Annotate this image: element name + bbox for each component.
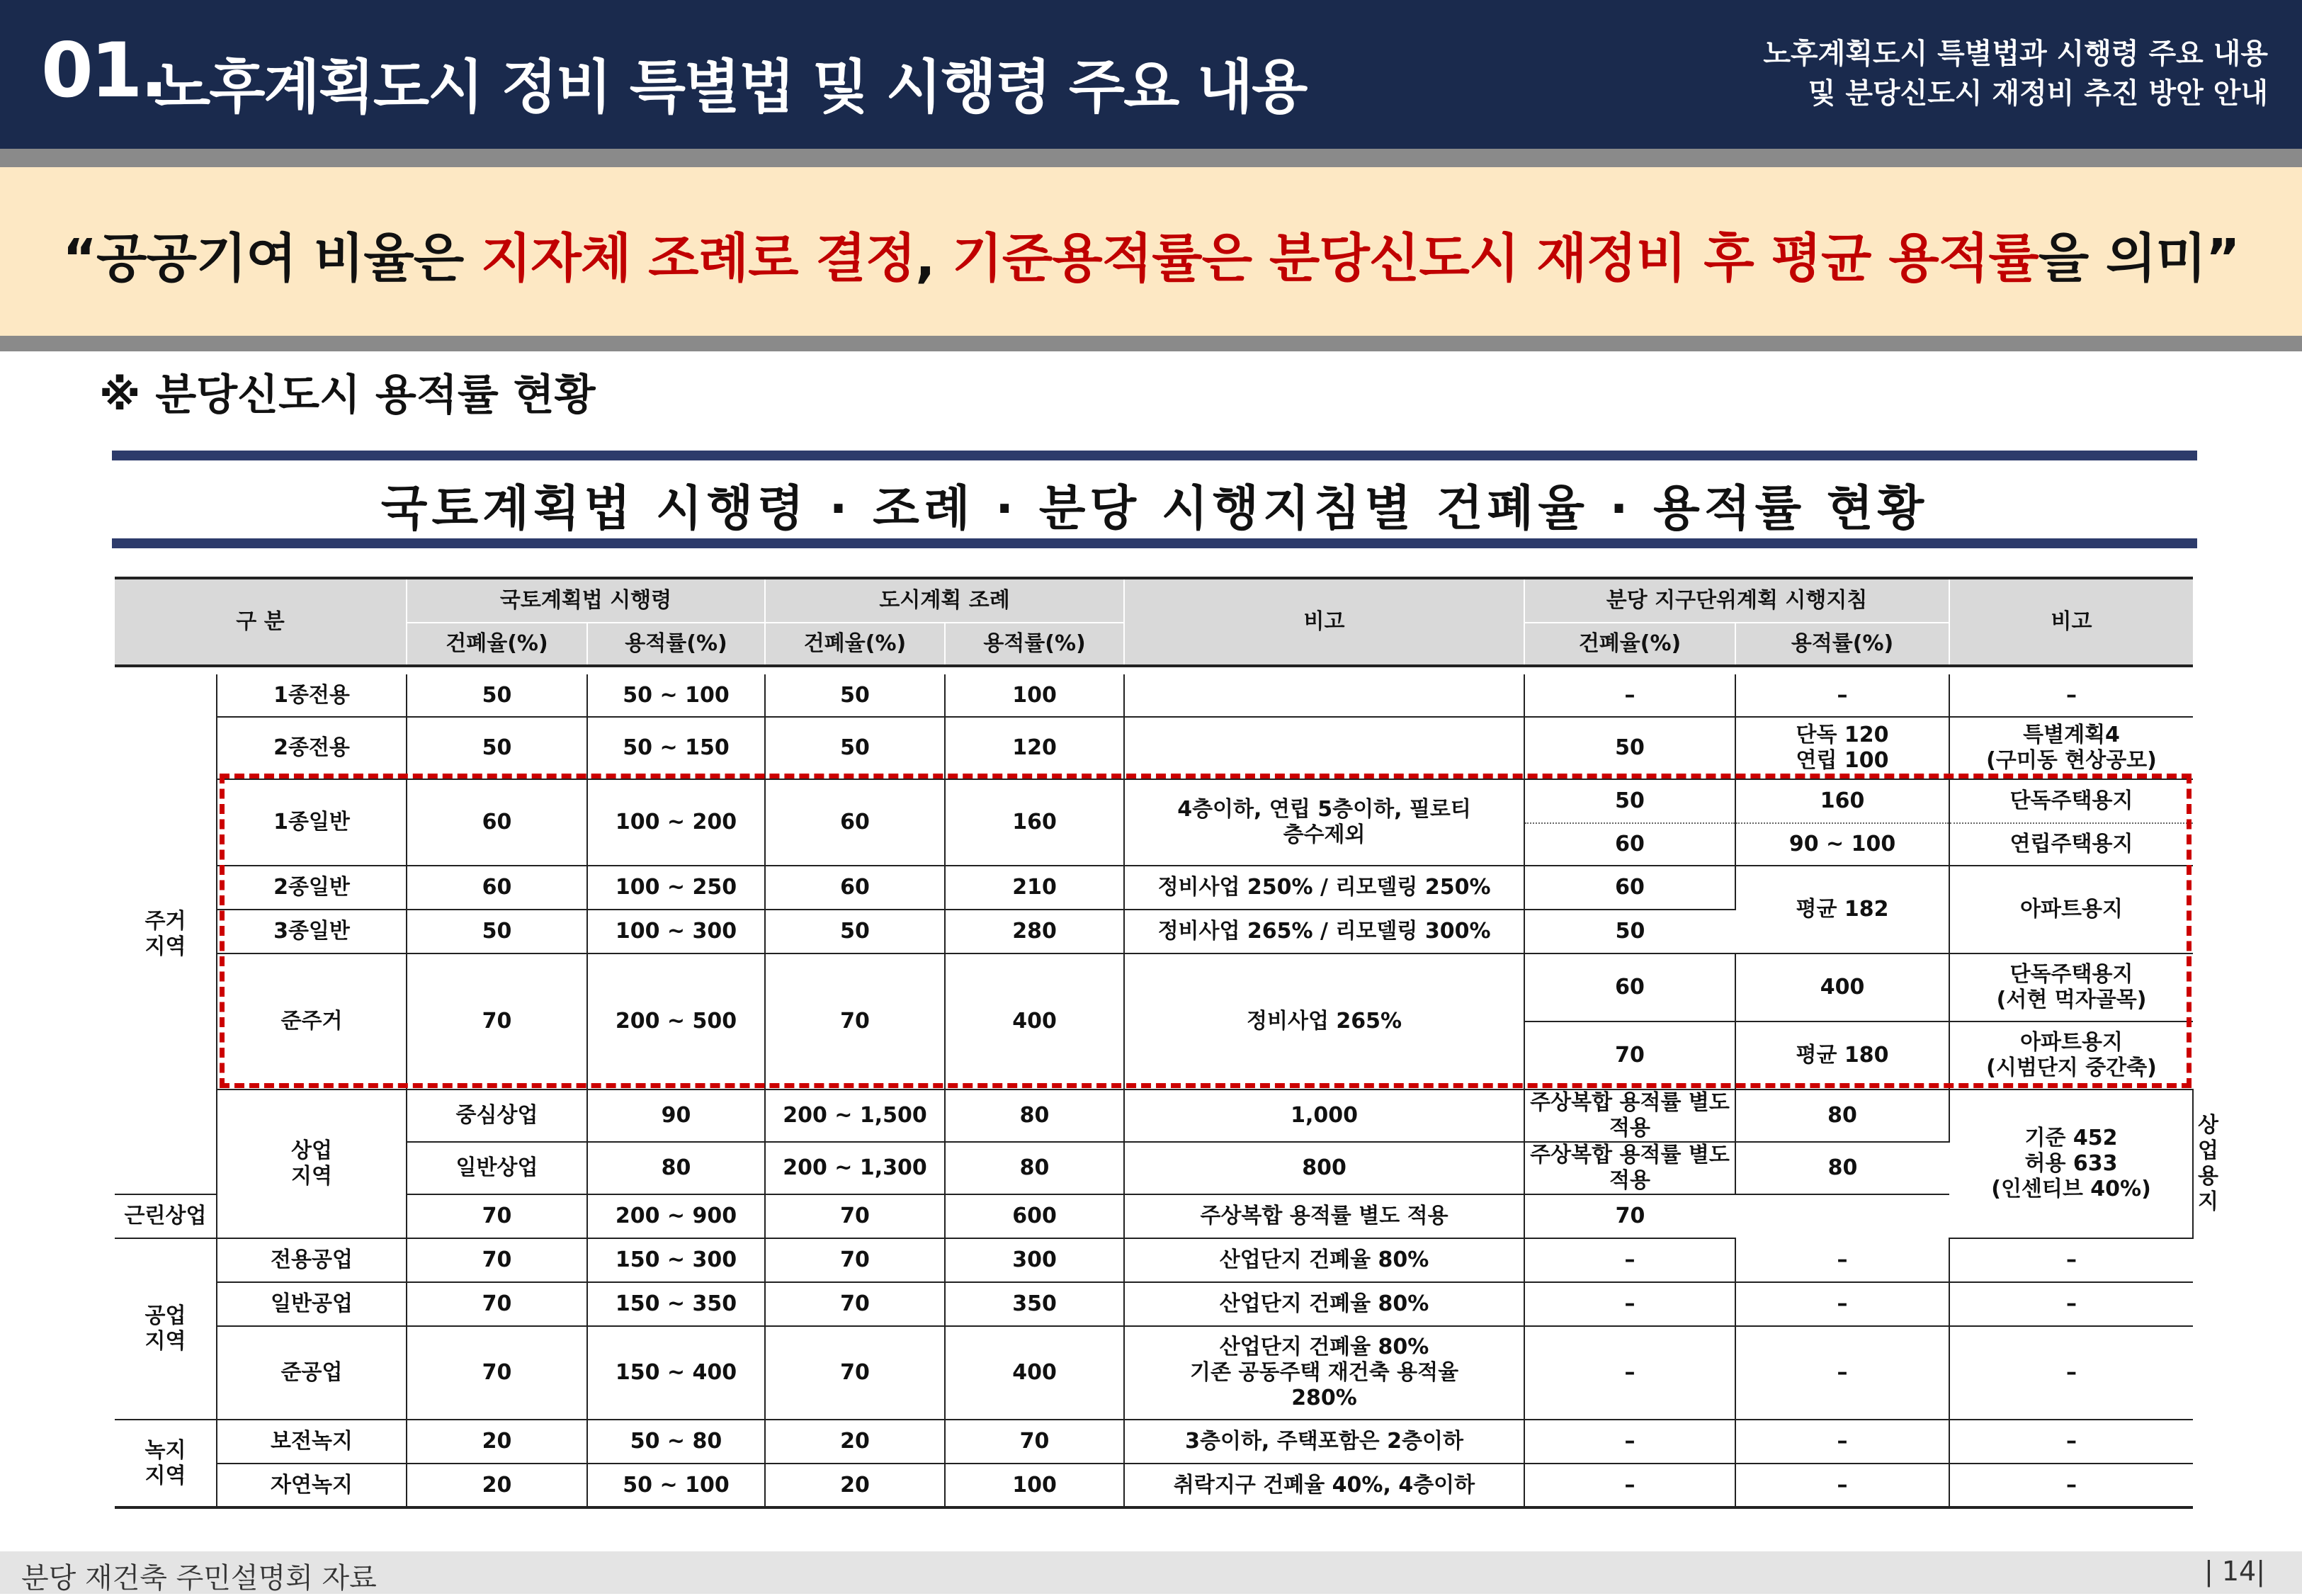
header-gubun: 구 분 — [115, 578, 407, 666]
cell: 산업단지 건폐율 80% 기존 공동주택 재건축 용적율 280% — [1124, 1326, 1524, 1420]
cell: 취락지구 건폐율 40%, 4층이하 — [1124, 1464, 1524, 1507]
header-stripe — [0, 149, 2302, 167]
cell: 20 — [407, 1420, 587, 1464]
cell: 근린상업 — [115, 1194, 217, 1238]
cell: 중심상업 — [407, 1090, 587, 1142]
cell: – — [1949, 1420, 2193, 1464]
cell: 정비사업 265% / 리모델링 300% — [1124, 910, 1524, 953]
table-row — [115, 1420, 2193, 1464]
cell: 4층이하, 연립 5층이하, 필로티 층수제외 — [1124, 779, 1524, 866]
cell: 주상복합 용적률 별도 적용 — [1524, 1142, 1735, 1194]
cell: – — [1735, 1420, 1949, 1464]
cell: – — [1524, 674, 1735, 717]
cell: 80 — [945, 1142, 1124, 1194]
group-green: 녹지 지역 — [115, 1420, 217, 1507]
cell: 150 ~ 300 — [587, 1238, 765, 1282]
cell: 70 — [765, 1238, 945, 1282]
quote-mid: , — [915, 228, 953, 289]
footer-text: 분당 재건축 주민설명회 자료 — [21, 1562, 377, 1595]
cell: 70 — [945, 1420, 1124, 1464]
cell: 50 — [765, 910, 945, 953]
cell: 단독 120 연립 100 — [1735, 717, 1949, 779]
cell: 3종일반 — [217, 910, 407, 953]
cell: 200 ~ 900 — [587, 1194, 765, 1238]
cell: 350 — [945, 1282, 1124, 1326]
cell: 아파트용지 — [1949, 866, 2193, 953]
cell — [1124, 674, 1524, 717]
group-industrial: 공업 지역 — [115, 1238, 217, 1420]
cell: 160 — [1735, 779, 1949, 823]
cell: 100 ~ 300 — [587, 910, 765, 953]
cell: 50 ~ 80 — [587, 1420, 765, 1464]
cell: 자연녹지 — [217, 1464, 407, 1507]
table-title-rule-bottom — [112, 538, 2197, 548]
table-header — [115, 578, 2193, 666]
cell: 평균 180 — [1735, 1021, 1949, 1090]
cell: – — [1524, 1282, 1735, 1326]
cell: – — [1735, 1282, 1949, 1326]
cell: 20 — [765, 1464, 945, 1507]
cell: 50 — [1524, 779, 1735, 823]
cell: 70 — [407, 1326, 587, 1420]
cell: 주상복합 용적률 별도 적용 — [1124, 1194, 1524, 1238]
quote-open: “공공기여 비율은 — [62, 228, 481, 289]
cell: 50 — [407, 717, 587, 779]
cell: 50 — [765, 674, 945, 717]
cell: 80 — [945, 1090, 1124, 1142]
cell: 150 ~ 350 — [587, 1282, 765, 1326]
header-ord-far: 용적률(%) — [945, 623, 1124, 666]
cell: 800 — [1124, 1142, 1524, 1194]
cell: 준공업 — [217, 1326, 407, 1420]
cell: 일반공업 — [217, 1282, 407, 1326]
cell: 20 — [407, 1464, 587, 1507]
header-law-far: 용적률(%) — [587, 623, 765, 666]
header-subtitle — [1560, 34, 2268, 113]
table-row — [115, 1326, 2193, 1420]
cell: – — [1949, 1326, 2193, 1420]
cell: 산업단지 건폐율 80% — [1124, 1282, 1524, 1326]
cell: 준주거 — [217, 953, 407, 1090]
section-title: ※ 분당신도시 용적률 현황 — [99, 370, 596, 420]
cell: – — [1524, 1238, 1735, 1282]
header-guide-bcr: 건폐율(%) — [1524, 623, 1735, 666]
group-commercial: 상업 지역 — [217, 1090, 407, 1238]
cell: – — [1949, 1282, 2193, 1326]
cell: 80 — [1735, 1142, 1949, 1194]
cell: 100 — [945, 674, 1124, 717]
cell: 70 — [407, 953, 587, 1090]
cell: 80 — [587, 1142, 765, 1194]
cell: 70 — [407, 1282, 587, 1326]
cell: 120 — [945, 717, 1124, 779]
cell: 1종일반 — [217, 779, 407, 866]
page-number: | 14| — [2204, 1556, 2265, 1587]
table-row — [115, 1142, 2193, 1194]
quote-highlight-1: 지자체 조례로 결정 — [480, 228, 916, 289]
cell: 평균 182 — [1735, 866, 1949, 953]
cell: 70 — [765, 1282, 945, 1326]
table-title-rule-top — [112, 451, 2197, 460]
table-title: 국토계획법 시행령 · 조례 · 분당 시행지침별 건폐율 · 용적률 현황 — [380, 481, 1929, 537]
cell: 60 — [765, 779, 945, 866]
cell: 280 — [945, 910, 1124, 953]
cell: 60 — [407, 866, 587, 910]
cell: 50 — [765, 717, 945, 779]
cell: 210 — [945, 866, 1124, 910]
cell: 80 — [1735, 1090, 1949, 1142]
cell: 정비사업 265% — [1124, 953, 1524, 1090]
cell: 90 — [587, 1090, 765, 1142]
cell: 단독주택용지 (서현 먹자골목) — [1949, 953, 2193, 1021]
cell: – — [1524, 1464, 1735, 1507]
cell — [1124, 717, 1524, 779]
quote-close: 을 의미” — [2038, 228, 2240, 289]
cell: 50 — [1524, 717, 1735, 779]
cell: 일반상업 — [407, 1142, 587, 1194]
cell: 50 ~ 100 — [587, 1464, 765, 1507]
group-residential: 주거 지역 — [115, 674, 217, 1194]
cell: – — [1524, 1420, 1735, 1464]
cell: 50 ~ 150 — [587, 717, 765, 779]
cell: 1,000 — [1124, 1090, 1524, 1142]
table-row — [115, 1194, 2193, 1238]
cell: 주상복합 용적률 별도 적용 — [1524, 1090, 1735, 1142]
cell: 70 — [765, 953, 945, 1090]
cell: 전용공업 — [217, 1238, 407, 1282]
cell: 단독주택용지 — [1949, 779, 2193, 823]
cell: 600 — [945, 1194, 1124, 1238]
cell: 1종전용 — [217, 674, 407, 717]
page-number-value: 14 — [2221, 1556, 2257, 1587]
page-title: 노후계획도시 정비 특별법 및 시행령 주요 내용 — [154, 54, 1307, 121]
cell: 50 — [407, 674, 587, 717]
table-row: 상업 지역 중심상업 90 200 ~ 1,500 80 1,000 주상복합 용적률 별도 적용 80 기준 452 허용 633 (인센티브 40%) 상업용지 — [115, 1090, 2193, 1142]
cell: 70 — [1524, 1194, 1735, 1238]
cell: 200 ~ 1,500 — [765, 1090, 945, 1142]
cell: 연립주택용지 — [1949, 823, 2193, 866]
cell: – — [1949, 1238, 2193, 1282]
cell: 70 — [407, 1194, 587, 1238]
cell: 산업단지 건폐율 80% — [1124, 1238, 1524, 1282]
cell: 90 ~ 100 — [1735, 823, 1949, 866]
cell: 70 — [765, 1194, 945, 1238]
section-number: 01. — [41, 27, 166, 114]
cell: – — [1524, 1326, 1735, 1420]
header-remark2: 비고 — [1949, 578, 2193, 666]
cell: 70 — [407, 1238, 587, 1282]
cell: 50 — [1524, 910, 1735, 953]
cell: 200 ~ 500 — [587, 953, 765, 1090]
header-ord-bcr: 건폐율(%) — [765, 623, 945, 666]
cell: 300 — [945, 1238, 1124, 1282]
cell: 2종일반 — [217, 866, 407, 910]
header-ordinance: 도시계획 조례 — [765, 578, 1124, 623]
table-row — [115, 1282, 2193, 1326]
cell: 100 ~ 250 — [587, 866, 765, 910]
cell: – — [1949, 1464, 2193, 1507]
header-subtitle-line2: 및 분당신도시 재정비 추진 방안 안내 — [1808, 77, 2268, 110]
cell: 70 — [765, 1326, 945, 1420]
cell: 70 — [1524, 1021, 1735, 1090]
cell: 50 ~ 100 — [587, 674, 765, 717]
cell: – — [1735, 1464, 1949, 1507]
cell: 보전녹지 — [217, 1420, 407, 1464]
quote-highlight-2: 기준용적률은 분당신도시 재정비 후 평균 용적률 — [952, 228, 2039, 289]
cell: 20 — [765, 1420, 945, 1464]
header-law-bcr: 건폐율(%) — [407, 623, 587, 666]
header-guide-far: 용적률(%) — [1735, 623, 1949, 666]
cell: 2종전용 — [217, 717, 407, 779]
highlight-box — [220, 774, 2192, 1088]
cell: 100 — [945, 1464, 1124, 1507]
table-row — [115, 674, 2193, 717]
cell: 150 ~ 400 — [587, 1326, 765, 1420]
cell: 정비사업 250% / 리모델링 250% — [1124, 866, 1524, 910]
cell: 기준 452 허용 633 (인센티브 40%) — [1949, 1090, 2193, 1238]
cell: – — [1735, 1326, 1949, 1420]
cell: 60 — [1524, 866, 1735, 910]
header-guideline: 분당 지구단위계획 시행지침 — [1524, 578, 1949, 623]
banner-stripe — [0, 336, 2302, 351]
cell: 200 ~ 1,300 — [765, 1142, 945, 1194]
cell: 400 — [945, 953, 1124, 1090]
cell: 60 — [765, 866, 945, 910]
cell: 160 — [945, 779, 1124, 866]
header-remark: 비고 — [1124, 578, 1524, 666]
cell: 60 — [1524, 823, 1735, 866]
cell: 60 — [1524, 953, 1735, 1021]
cell: 100 ~ 200 — [587, 779, 765, 866]
table-row — [115, 1464, 2193, 1507]
table-row — [115, 717, 2193, 779]
cell: 3층이하, 주택포함은 2층이하 — [1124, 1420, 1524, 1464]
cell: 60 — [407, 779, 587, 866]
cell: 특별계획4 (구미동 현상공모) — [1949, 717, 2193, 779]
cell: 50 — [407, 910, 587, 953]
cell: – — [1735, 674, 1949, 717]
table-row — [115, 1238, 2193, 1282]
cell: 400 — [1735, 953, 1949, 1021]
cell: – — [1949, 674, 2193, 717]
cell: 아파트용지 (시범단지 중간축) — [1949, 1021, 2193, 1090]
cell: 400 — [945, 1326, 1124, 1420]
cell: – — [1735, 1238, 1949, 1282]
quote-text — [0, 217, 2302, 292]
header-law: 국토계획법 시행령 — [407, 578, 765, 623]
header-subtitle-line1: 노후계획도시 특별법과 시행령 주요 내용 — [1763, 38, 2268, 70]
